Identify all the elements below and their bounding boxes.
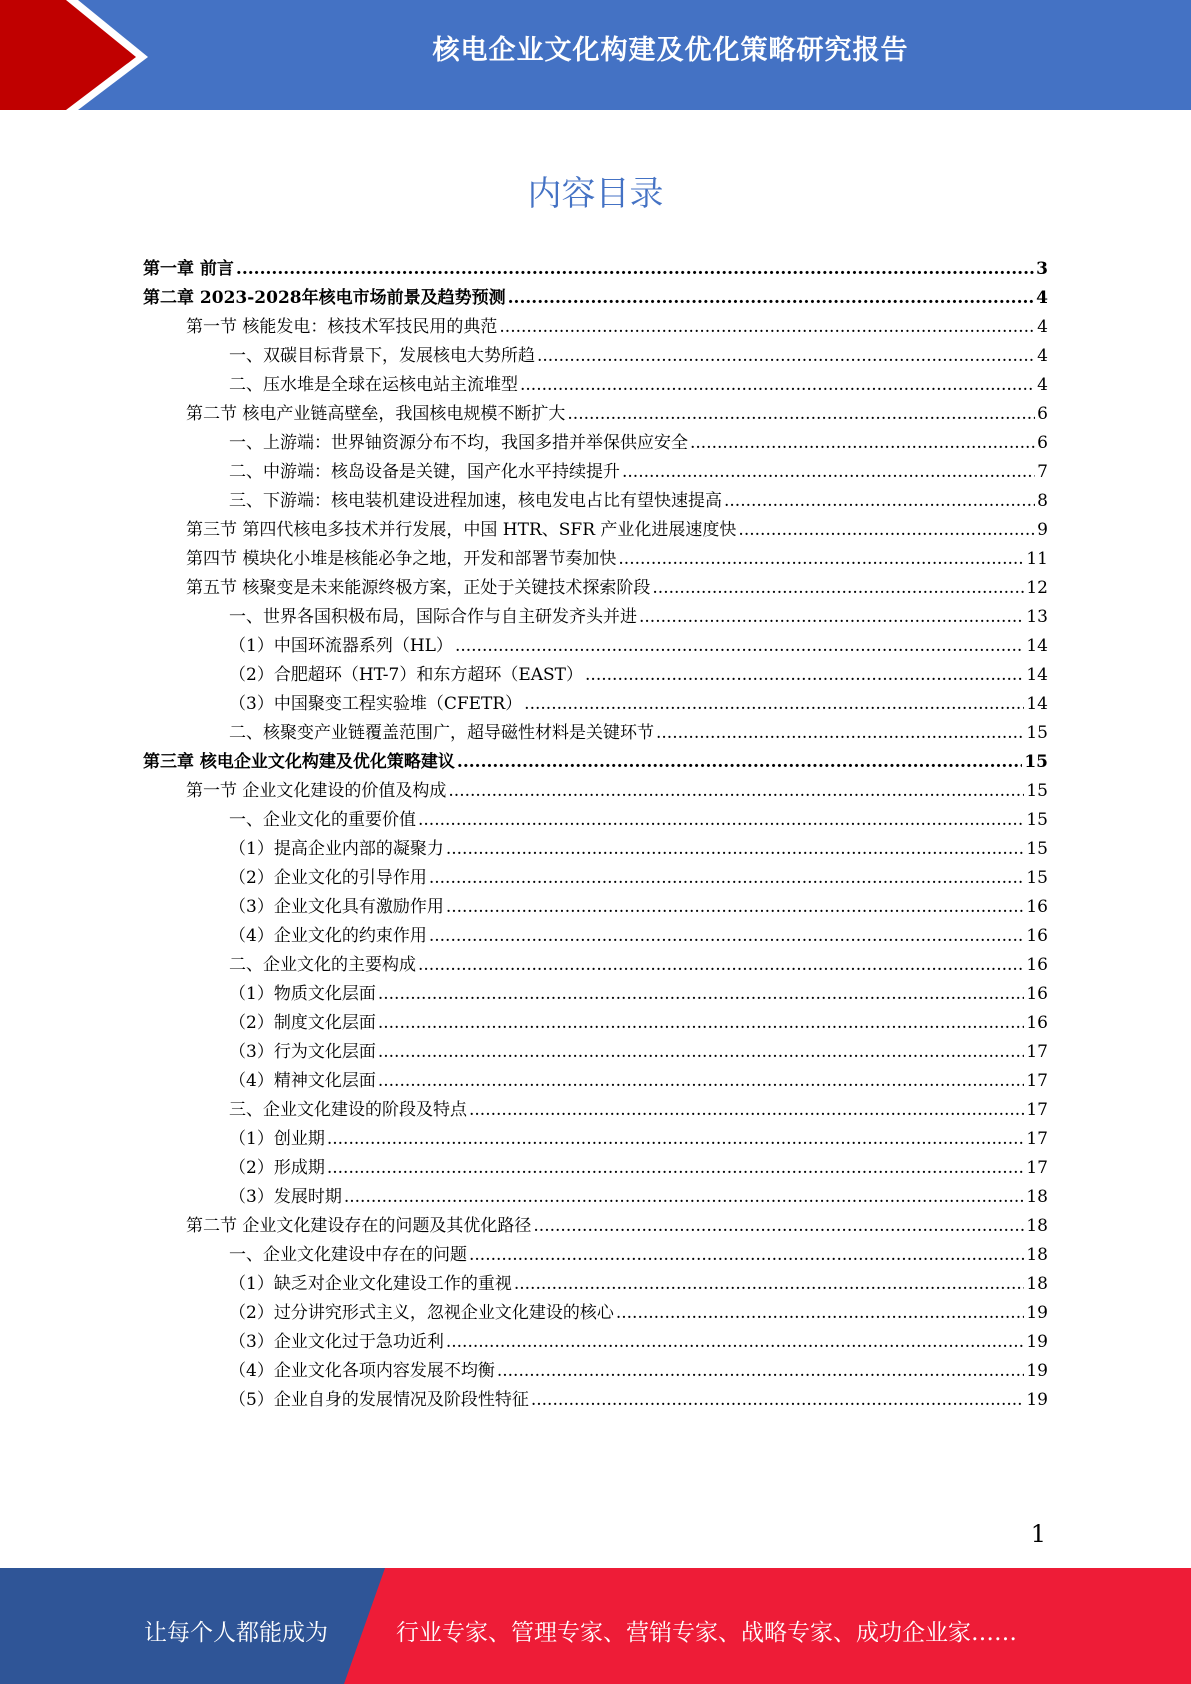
toc-leader-dots xyxy=(378,1042,1025,1062)
toc-entry-text: （1）中国环流器系列（HL） xyxy=(229,636,453,656)
page-header xyxy=(0,0,1191,110)
toc-entry-page: 16 xyxy=(1026,897,1048,917)
toc-entry[interactable] xyxy=(143,1269,1048,1298)
toc-leader-dots xyxy=(497,1361,1025,1381)
toc-entry-text: （3）企业文化具有激励作用 xyxy=(229,897,444,917)
table-of-contents xyxy=(143,254,1048,1414)
toc-entry-page: 19 xyxy=(1026,1303,1048,1323)
toc-entry-text: 二、核聚变产业链覆盖范围广，超导磁性材料是关键环节 xyxy=(229,723,654,743)
toc-leader-dots xyxy=(508,288,1035,308)
toc-entry[interactable] xyxy=(143,776,1048,805)
report-title: 核电企业文化构建及优化策略研究报告 xyxy=(432,35,909,66)
toc-entry-page: 17 xyxy=(1026,1071,1048,1091)
toc-entry-text: 三、下游端：核电装机建设进程加速，核电发电占比有望快速提高 xyxy=(229,491,722,511)
page-footer xyxy=(0,1568,1191,1684)
toc-entry-page: 19 xyxy=(1026,1361,1048,1381)
toc-entry-page: 13 xyxy=(1026,607,1048,627)
toc-entry-text: （1）缺乏对企业文化建设工作的重视 xyxy=(229,1274,512,1294)
toc-entry-text: 一、双碳目标背景下，发展核电大势所趋 xyxy=(229,346,535,366)
toc-entry-text: 第二节 核电产业链高壁垒，我国核电规模不断扩大 xyxy=(186,404,566,424)
toc-entry-page: 16 xyxy=(1026,984,1048,1004)
toc-entry-text: （4）企业文化各项内容发展不均衡 xyxy=(229,1361,495,1381)
toc-entry-text: 三、企业文化建设的阶段及特点 xyxy=(229,1100,467,1120)
toc-entry-text: 第三章 核电企业文化构建及优化策略建议 xyxy=(143,752,455,772)
toc-leader-dots xyxy=(524,694,1024,714)
toc-entry-text: （2）企业文化的引导作用 xyxy=(229,868,427,888)
toc-entry-page: 14 xyxy=(1026,694,1048,714)
toc-leader-dots xyxy=(457,752,1022,772)
toc-leader-dots xyxy=(724,491,1035,511)
toc-leader-dots xyxy=(344,1187,1025,1207)
toc-entry[interactable] xyxy=(143,1182,1048,1211)
toc-entry-text: （3）发展时期 xyxy=(229,1187,342,1207)
toc-leader-dots xyxy=(738,520,1035,540)
toc-leader-dots xyxy=(327,1158,1025,1178)
toc-leader-dots xyxy=(531,1390,1025,1410)
toc-entry-text: 第五节 核聚变是未来能源终极方案，正处于关键技术探索阶段 xyxy=(186,578,651,598)
toc-entry[interactable] xyxy=(143,660,1048,689)
toc-entry-text: （2）制度文化层面 xyxy=(229,1013,376,1033)
toc-entry[interactable] xyxy=(143,631,1048,660)
toc-entry-page: 12 xyxy=(1026,578,1048,598)
toc-entry-text: 第一节 企业文化建设的价值及构成 xyxy=(186,781,447,801)
toc-entry-page: 17 xyxy=(1026,1100,1048,1120)
toc-entry-text: 一、世界各国积极布局，国际合作与自主研发齐头并进 xyxy=(229,607,637,627)
toc-entry[interactable] xyxy=(143,602,1048,631)
toc-leader-dots xyxy=(418,955,1024,975)
toc-leader-dots xyxy=(652,578,1024,598)
toc-leader-dots xyxy=(690,433,1035,453)
toc-entry-page: 18 xyxy=(1026,1216,1048,1236)
toc-leader-dots xyxy=(378,1013,1025,1033)
footer-slogan-right: 行业专家、管理专家、营销专家、战略专家、成功企业家…… xyxy=(396,1620,1017,1646)
toc-entry-text: 二、中游端：核岛设备是关键，国产化水平持续提升 xyxy=(229,462,620,482)
toc-entry-page: 15 xyxy=(1026,723,1048,743)
toc-entry[interactable] xyxy=(143,718,1048,747)
toc-leader-dots xyxy=(446,897,1025,917)
toc-entry[interactable] xyxy=(143,950,1048,979)
toc-entry-page: 15 xyxy=(1026,781,1048,801)
toc-entry-text: （2）形成期 xyxy=(229,1158,325,1178)
toc-entry-page: 18 xyxy=(1026,1274,1048,1294)
toc-leader-dots xyxy=(567,404,1035,424)
toc-entry-text: 一、上游端：世界铀资源分布不均，我国多措并举保供应安全 xyxy=(229,433,688,453)
toc-entry-page: 14 xyxy=(1026,636,1048,656)
toc-entry[interactable] xyxy=(143,341,1048,370)
toc-entry-text: 第四节 模块化小堆是核能必争之地，开发和部署节奏加快 xyxy=(186,549,617,569)
toc-entry-page: 3 xyxy=(1036,259,1048,279)
toc-entry[interactable] xyxy=(143,1356,1048,1385)
toc-entry-text: （2）过分讲究形式主义，忽视企业文化建设的核心 xyxy=(229,1303,614,1323)
toc-entry-page: 17 xyxy=(1026,1158,1048,1178)
toc-leader-dots xyxy=(533,1216,1024,1236)
toc-entry-text: （4）企业文化的约束作用 xyxy=(229,926,427,946)
toc-entry-page: 18 xyxy=(1026,1187,1048,1207)
toc-entry-page: 17 xyxy=(1026,1129,1048,1149)
toc-entry-text: 第二章 2023-2028年核电市场前景及趋势预测 xyxy=(143,288,506,308)
toc-entry[interactable] xyxy=(143,1240,1048,1269)
toc-entry-text: 第一章 前言 xyxy=(143,259,234,279)
toc-leader-dots xyxy=(455,636,1024,656)
toc-entry[interactable] xyxy=(143,892,1048,921)
toc-entry-page: 6 xyxy=(1037,433,1048,453)
toc-entry[interactable] xyxy=(143,544,1048,573)
toc-entry[interactable] xyxy=(143,1066,1048,1095)
toc-entry-text: 第一节 核能发电：核技术军技民用的典范 xyxy=(186,317,498,337)
toc-entry[interactable] xyxy=(143,312,1048,341)
toc-entry[interactable] xyxy=(143,921,1048,950)
toc-entry[interactable] xyxy=(143,399,1048,428)
toc-entry-text: 一、企业文化建设中存在的问题 xyxy=(229,1245,467,1265)
toc-leader-dots xyxy=(378,1071,1025,1091)
toc-entry-text: 第二节 企业文化建设存在的问题及其优化路径 xyxy=(186,1216,532,1236)
toc-leader-dots xyxy=(514,1274,1025,1294)
toc-leader-dots xyxy=(236,259,1034,279)
toc-entry-page: 4 xyxy=(1037,317,1048,337)
toc-leader-dots xyxy=(499,317,1035,337)
toc-entry-page: 16 xyxy=(1026,955,1048,975)
toc-leader-dots xyxy=(639,607,1024,627)
toc-entry[interactable] xyxy=(143,1327,1048,1356)
toc-entry-page: 15 xyxy=(1026,839,1048,859)
toc-entry[interactable] xyxy=(143,1153,1048,1182)
toc-leader-dots xyxy=(418,810,1024,830)
toc-leader-dots xyxy=(618,549,1024,569)
toc-leader-dots xyxy=(469,1100,1024,1120)
toc-entry-text: （1）提高企业内部的凝聚力 xyxy=(229,839,444,859)
toc-entry-text: 二、企业文化的主要构成 xyxy=(229,955,416,975)
toc-entry-text: 一、企业文化的重要价值 xyxy=(229,810,416,830)
toc-entry-page: 8 xyxy=(1037,491,1048,511)
toc-entry-page: 6 xyxy=(1037,404,1048,424)
toc-leader-dots xyxy=(622,462,1035,482)
toc-entry-page: 19 xyxy=(1026,1332,1048,1352)
toc-leader-dots xyxy=(537,346,1035,366)
footer-slogan-left: 让每个人都能成为 xyxy=(144,1620,328,1646)
toc-leader-dots xyxy=(327,1129,1025,1149)
toc-entry[interactable] xyxy=(143,573,1048,602)
toc-entry-page: 19 xyxy=(1026,1390,1048,1410)
toc-entry[interactable] xyxy=(143,1095,1048,1124)
toc-entry[interactable] xyxy=(143,1211,1048,1240)
toc-entry-page: 15 xyxy=(1026,868,1048,888)
toc-entry-text: 第三节 第四代核电多技术并行发展，中国 HTR、SFR 产业化进展速度快 xyxy=(186,520,737,540)
toc-entry[interactable] xyxy=(143,370,1048,399)
page-number: 1 xyxy=(1030,1520,1046,1548)
toc-entry[interactable] xyxy=(143,1298,1048,1327)
toc-entry-page: 17 xyxy=(1026,1042,1048,1062)
toc-heading: 内容目录 xyxy=(527,174,664,214)
toc-entry[interactable] xyxy=(143,283,1048,312)
toc-entry[interactable] xyxy=(143,254,1048,283)
toc-entry[interactable] xyxy=(143,1124,1048,1153)
toc-entry-text: （3）企业文化过于急功近利 xyxy=(229,1332,444,1352)
toc-entry-text: （3）行为文化层面 xyxy=(229,1042,376,1062)
toc-entry-page: 11 xyxy=(1026,549,1048,569)
toc-leader-dots xyxy=(585,665,1024,685)
toc-leader-dots xyxy=(446,839,1025,859)
toc-entry[interactable] xyxy=(143,979,1048,1008)
toc-leader-dots xyxy=(429,868,1025,888)
toc-entry[interactable] xyxy=(143,515,1048,544)
toc-entry[interactable] xyxy=(143,1385,1048,1414)
toc-leader-dots xyxy=(448,781,1024,801)
toc-entry-page: 9 xyxy=(1037,520,1048,540)
toc-entry[interactable] xyxy=(143,805,1048,834)
toc-entry-text: （3）中国聚变工程实验堆（CFETR） xyxy=(229,694,523,714)
toc-leader-dots xyxy=(616,1303,1025,1323)
toc-leader-dots xyxy=(378,984,1025,1004)
toc-entry-text: 二、压水堆是全球在运核电站主流堆型 xyxy=(229,375,518,395)
toc-entry-text: （1）物质文化层面 xyxy=(229,984,376,1004)
toc-leader-dots xyxy=(656,723,1024,743)
toc-entry-text: （5）企业自身的发展情况及阶段性特征 xyxy=(229,1390,529,1410)
toc-leader-dots xyxy=(520,375,1035,395)
toc-entry-page: 4 xyxy=(1037,375,1048,395)
toc-entry-page: 4 xyxy=(1036,288,1048,308)
toc-leader-dots xyxy=(469,1245,1024,1265)
toc-leader-dots xyxy=(446,1332,1025,1352)
chevron-decoration-icon xyxy=(0,0,160,110)
toc-entry-page: 4 xyxy=(1037,346,1048,366)
toc-leader-dots xyxy=(429,926,1025,946)
toc-entry[interactable] xyxy=(143,486,1048,515)
toc-entry[interactable] xyxy=(143,863,1048,892)
toc-entry-page: 16 xyxy=(1026,1013,1048,1033)
toc-entry-page: 15 xyxy=(1024,752,1048,772)
toc-entry[interactable] xyxy=(143,1037,1048,1066)
toc-entry[interactable] xyxy=(143,428,1048,457)
toc-entry-text: （4）精神文化层面 xyxy=(229,1071,376,1091)
toc-entry-page: 18 xyxy=(1026,1245,1048,1265)
toc-entry[interactable] xyxy=(143,1008,1048,1037)
toc-entry-page: 14 xyxy=(1026,665,1048,685)
toc-entry-page: 15 xyxy=(1026,810,1048,830)
toc-entry[interactable] xyxy=(143,747,1048,776)
toc-entry-text: （1）创业期 xyxy=(229,1129,325,1149)
toc-entry[interactable] xyxy=(143,689,1048,718)
toc-entry-page: 16 xyxy=(1026,926,1048,946)
toc-entry[interactable] xyxy=(143,457,1048,486)
toc-entry-page: 7 xyxy=(1037,462,1048,482)
toc-entry[interactable] xyxy=(143,834,1048,863)
toc-entry-text: （2）合肥超环（HT-7）和东方超环（EAST） xyxy=(229,665,584,685)
